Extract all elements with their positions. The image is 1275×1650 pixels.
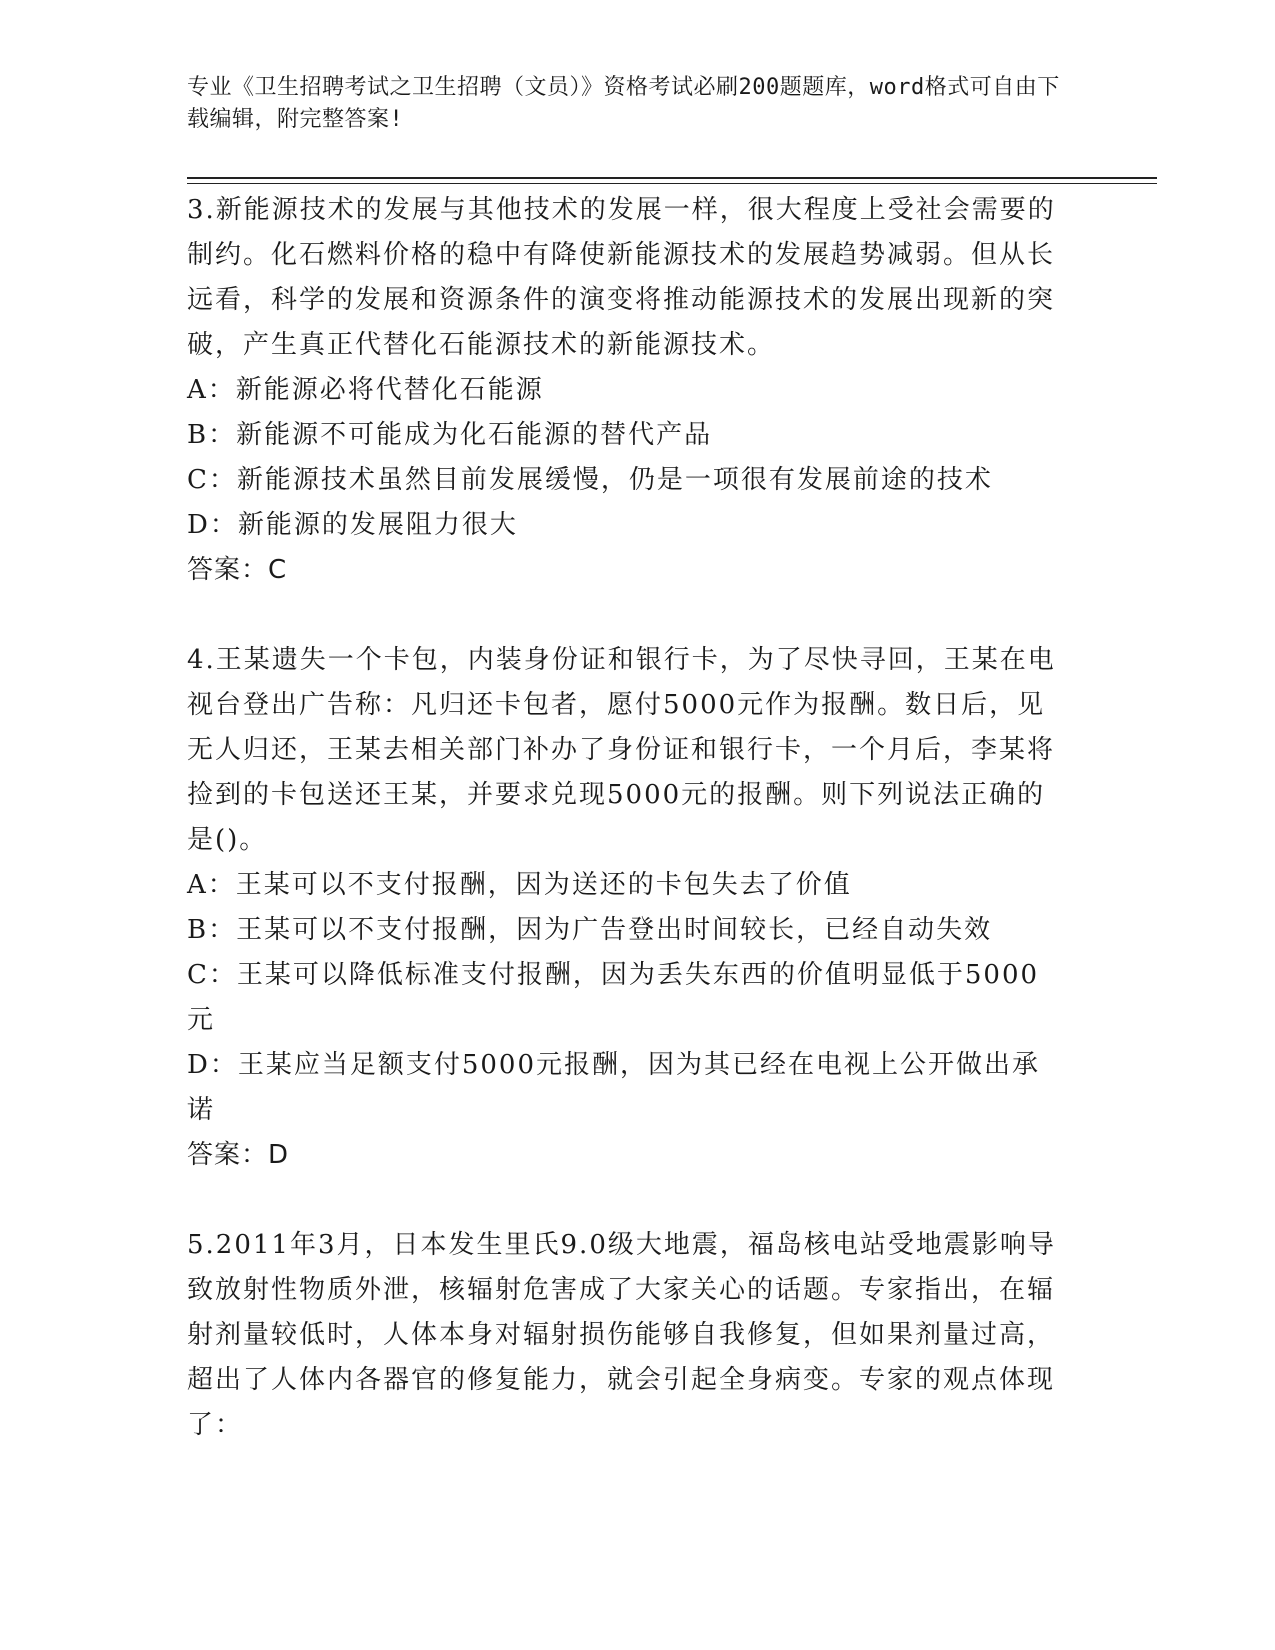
header-rule-thin xyxy=(187,183,1157,184)
question-stem: 4.王某遗失一个卡包，内装身份证和银行卡，为了尽快寻回，王某在电视台登出广告称：凡归还卡包者，愿付5000元作为报酬。数日后，见无人归还，王某去相关部门补办了身份证和银行卡，一个月后，李某将捡到的卡包送还王某，并要求兑现5000元的报酬。则下列说法正确的是()。 xyxy=(187,645,1056,855)
header-rule-thick xyxy=(187,177,1157,179)
question-block xyxy=(187,188,1067,593)
option-d: D：新能源的发展阻力很大 xyxy=(187,510,518,540)
option-d: D：王某应当足额支付5000元报酬，因为其已经在电视上公开做出承诺 xyxy=(187,1050,1041,1125)
option-b: B：新能源不可能成为化石能源的替代产品 xyxy=(187,420,713,450)
option-b: B：王某可以不支付报酬，因为广告登出时间较长，已经自动失效 xyxy=(187,915,993,945)
answer-line: 答案：D xyxy=(187,1140,290,1170)
option-c: C：新能源技术虽然目前发展缓慢，仍是一项很有发展前途的技术 xyxy=(187,465,993,495)
document-body xyxy=(187,188,1067,1448)
option-c: C：王某可以降低标准支付报酬，因为丢失东西的价值明显低于5000元 xyxy=(187,960,1040,1035)
question-block xyxy=(187,638,1067,1178)
spacer xyxy=(187,593,1067,638)
question-stem: 3.新能源技术的发展与其他技术的发展一样，很大程度上受社会需要的制约。化石燃料价格的稳中有降使新能源技术的发展趋势减弱。但从长远看，科学的发展和资源条件的演变将推动能源技术的发展出现新的突破，产生真正代替化石能源技术的新能源技术。 xyxy=(187,195,1056,360)
option-a: A：新能源必将代替化石能源 xyxy=(187,375,544,405)
option-a: A：王某可以不支付报酬，因为送还的卡包失去了价值 xyxy=(187,870,852,900)
answer-line: 答案：C xyxy=(187,555,288,585)
question-stem: 5.2011年3月，日本发生里氏9.0级大地震，福岛核电站受地震影响导致放射性物质外泄，核辐射危害成了大家关心的话题。专家指出，在辐射剂量较低时，人体本身对辐射损伤能够自我修复，但如果剂量过高，超出了人体内各器官的修复能力，就会引起全身病变。专家的观点体现了： xyxy=(187,1230,1056,1440)
document-header: 专业《卫生招聘考试之卫生招聘（文员）》资格考试必刷200题题库，word格式可自由下载编辑，附完整答案! xyxy=(187,75,1060,132)
spacer xyxy=(187,1178,1067,1223)
question-block xyxy=(187,1223,1067,1448)
